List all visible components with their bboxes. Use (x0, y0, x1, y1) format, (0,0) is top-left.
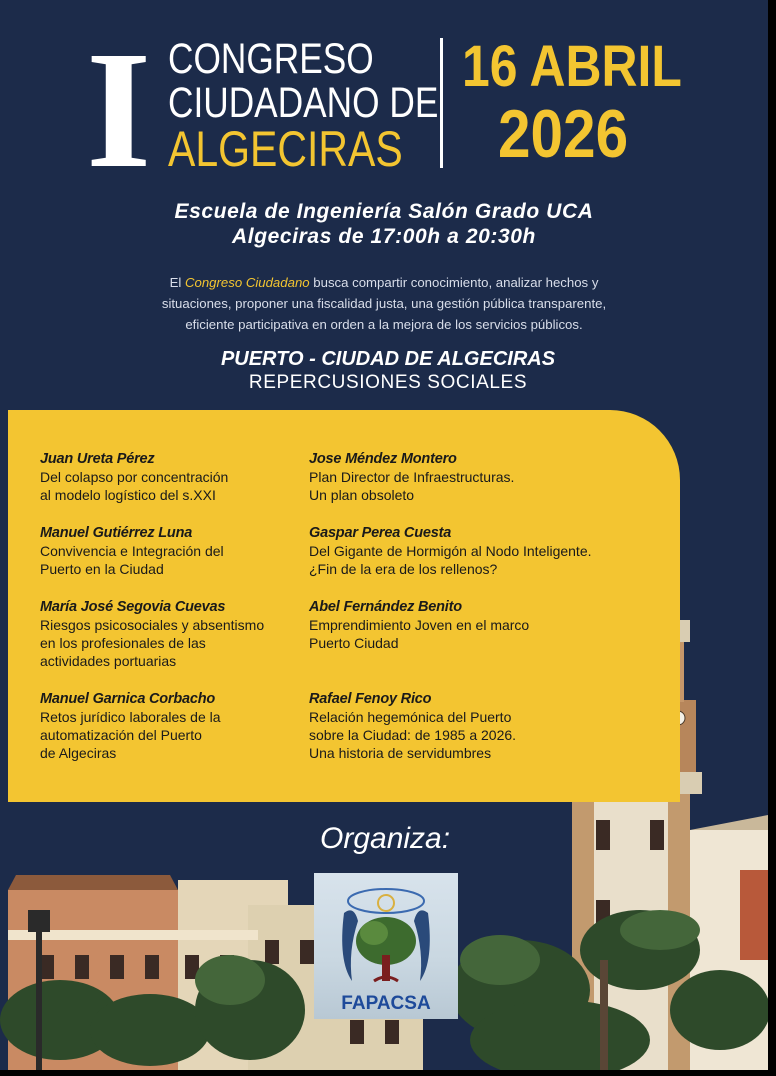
page-shadow-right (768, 6, 776, 1076)
speaker-name: Rafael Fenoy Rico (309, 691, 432, 707)
speaker-block (309, 524, 592, 578)
speaker-block (40, 598, 264, 670)
talk-title-line: al modelo logístico del s.XXI (40, 487, 216, 503)
speaker-name: Jose Méndez Montero (309, 451, 457, 467)
title-line-2: CIUDADANO DE (168, 79, 439, 127)
talk-title-line: Un plan obsoleto (309, 487, 415, 503)
talk-title-line: Puerto Ciudad (309, 635, 399, 651)
talk-title-line: Emprendimiento Joven en el marco (309, 617, 530, 633)
talk-title-line: Puerto en la Ciudad (40, 561, 164, 577)
roman-numeral: I (86, 17, 152, 203)
speaker-name: Gaspar Perea Cuesta (309, 525, 452, 541)
talk-title-line: Retos jurídico laborales de la (40, 709, 221, 725)
venue-location: Escuela de Ingeniería Salón Grado UCA (174, 200, 594, 223)
venue-time: Algeciras de 17:00h a 20:30h (232, 225, 536, 248)
talk-title-line: ¿Fin de la era de los rellenos? (309, 561, 498, 577)
talk-title-line: en los profesionales de las (40, 635, 206, 651)
speaker-block (40, 524, 224, 578)
organizer-label: Organiza: (320, 822, 451, 855)
intro-line2: situaciones, proponer una fiscalidad justa, una gestión pública transparente, (161, 296, 607, 311)
speaker-block (309, 598, 529, 652)
talk-title-line: actividades portuarias (40, 653, 177, 669)
speaker-name: Manuel Gutiérrez Luna (40, 525, 193, 541)
speaker-name: Manuel Garnica Corbacho (40, 691, 216, 707)
talk-title-line: automatización del Puerto (40, 727, 202, 743)
talk-title-line: Una historia de servidumbres (309, 745, 492, 761)
intro-line1-rest: busca compartir conocimiento, analizar hechos y (309, 275, 599, 290)
theme-subtitle: REPERCUSIONES SOCIALES (248, 372, 528, 393)
talk-title-line: Relación hegemónica del Puerto (309, 709, 512, 725)
intro-prefix: El (169, 275, 185, 290)
title-line-3: ALGECIRAS (168, 121, 403, 177)
intro-paragraph (120, 272, 648, 335)
talk-title-line: Del colapso por concentración (40, 469, 229, 485)
logo-text: FAPACSA (341, 993, 431, 1014)
title-line-1: CONGRESO (168, 35, 374, 83)
page-shadow-bottom (6, 1070, 776, 1076)
talk-title-line: de Algeciras (40, 745, 117, 761)
dolphins-tree-icon (314, 873, 458, 993)
event-date-year: 2026 (498, 96, 629, 172)
speaker-block (309, 450, 514, 504)
header-divider (440, 38, 443, 168)
talk-title-line: Convivencia e Integración del (40, 543, 224, 559)
speaker-name: María José Segovia Cuevas (40, 599, 226, 615)
talk-title-line: Del Gigante de Hormigón al Nodo Inteligente. (309, 543, 592, 559)
talk-title-line: Riesgos psicosociales y absentismo (40, 617, 265, 633)
fapacsa-logo (314, 873, 458, 1019)
speaker-block (309, 690, 516, 762)
intro-highlight: Congreso Ciudadano (184, 275, 310, 290)
theme-title: PUERTO - CIUDAD DE ALGECIRAS (220, 348, 556, 370)
talk-title-line: sobre la Ciudad: de 1985 a 2026. (309, 727, 517, 743)
speaker-name: Abel Fernández Benito (309, 599, 462, 615)
speaker-block (40, 450, 228, 504)
intro-line3: eficiente participativa en orden a la mejora de los servicios públicos. (185, 317, 583, 332)
event-date-day: 16 ABRIL (462, 34, 682, 99)
talk-title-line: Plan Director de Infraestructuras. (309, 469, 515, 485)
speaker-block (40, 690, 221, 762)
speaker-name: Juan Ureta Pérez (40, 451, 155, 467)
